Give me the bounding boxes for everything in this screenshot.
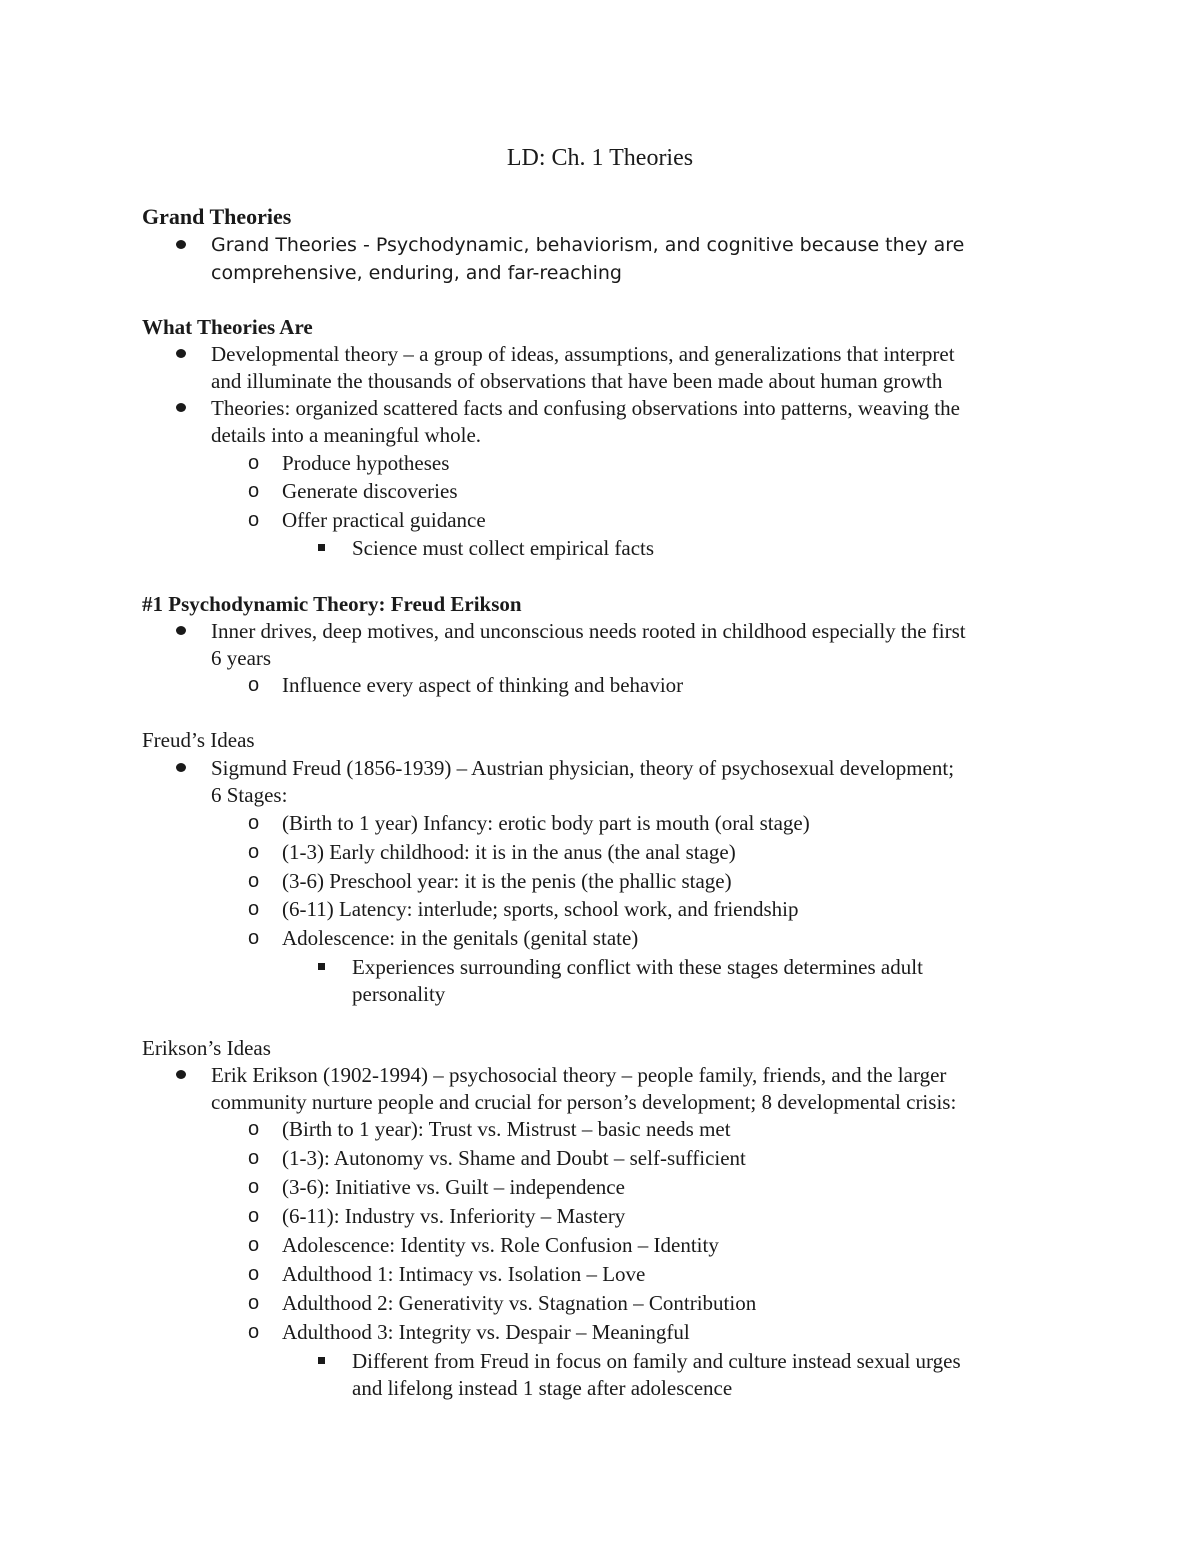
heading-eriksons-ideas: Erikson’s Ideas [142, 1036, 271, 1060]
sub-list-item: Adulthood 1: Intimacy vs. Isolation – Love [282, 1262, 646, 1286]
list-item-continuation: details into a meaningful whole. [211, 423, 482, 447]
list-item: Developmental theory – a group of ideas, assumptions, and generalizations that interpret [211, 342, 955, 366]
list-item-continuation: community nurture people and crucial for person’s development; 8 developmental crisis: [211, 1090, 957, 1114]
circle-bullet-icon: o [248, 870, 260, 892]
circle-bullet-icon: o [248, 1176, 260, 1198]
sub-sub-list-item-continuation: personality [352, 982, 446, 1006]
heading-grand-theories: Grand Theories [142, 204, 292, 229]
square-bullet-icon [318, 1348, 328, 1374]
list-item: Inner drives, deep motives, and unconscious needs rooted in childhood especially the first [211, 619, 966, 643]
document-title: LD: Ch. 1 Theories [506, 145, 694, 171]
circle-bullet-icon: o [248, 812, 260, 834]
circle-bullet-icon: o [248, 1321, 260, 1343]
list-item-continuation: 6 years [211, 646, 272, 670]
circle-bullet-icon: o [248, 1263, 260, 1285]
list-item-continuation: 6 Stages: [211, 783, 288, 807]
list-item: Erik Erikson (1902-1994) – psychosocial theory – people family, friends, and the larger [211, 1063, 947, 1087]
list-item-continuation: and illuminate the thousands of observations that have been made about human growth [211, 369, 943, 393]
circle-bullet-icon: o [248, 1292, 260, 1314]
sub-sub-list-item: Science must collect empirical facts [352, 536, 655, 560]
sub-list-item: Adulthood 3: Integrity vs. Despair – Meaningful [282, 1320, 690, 1344]
bullet-icon [176, 618, 188, 644]
list-item-continuation: comprehensive, enduring, and far-reaching [211, 262, 622, 284]
circle-bullet-icon: o [248, 1118, 260, 1140]
bullet-icon [176, 341, 188, 367]
list-item: Grand Theories - Psychodynamic, behaviorism, and cognitive because they are [211, 234, 965, 256]
circle-bullet-icon: o [248, 1205, 260, 1227]
sub-list-item: Influence every aspect of thinking and behavior [282, 673, 684, 697]
sub-list-item: Offer practical guidance [282, 508, 486, 532]
sub-list-item: (3-6) Preschool year: it is the penis (the phallic stage) [282, 869, 732, 893]
sub-list-item: (3-6): Initiative vs. Guilt – independence [282, 1175, 625, 1199]
circle-bullet-icon: o [248, 841, 260, 863]
sub-list-item: (Birth to 1 year) Infancy: erotic body part is mouth (oral stage) [282, 811, 810, 835]
sub-list-item: Adulthood 2: Generativity vs. Stagnation – Contribution [282, 1291, 757, 1315]
heading-what-theories-are: What Theories Are [142, 315, 313, 339]
list-item: Theories: organized scattered facts and confusing observations into patterns, weaving the [211, 396, 960, 420]
list-item: Sigmund Freud (1856-1939) – Austrian physician, theory of psychosexual development; [211, 756, 955, 780]
bullet-icon [176, 1062, 188, 1088]
circle-bullet-icon: o [248, 480, 260, 502]
circle-bullet-icon: o [248, 674, 260, 696]
square-bullet-icon [318, 535, 328, 561]
heading-psychodynamic-theory: #1 Psychodynamic Theory: Freud Erikson [142, 592, 522, 616]
sub-sub-list-item: Experiences surrounding conflict with these stages determines adult [352, 955, 923, 979]
circle-bullet-icon: o [248, 927, 260, 949]
sub-sub-list-item: Different from Freud in focus on family and culture instead sexual urges [352, 1349, 961, 1373]
heading-freuds-ideas: Freud’s Ideas [142, 728, 255, 752]
sub-list-item: (6-11): Industry vs. Inferiority – Mastery [282, 1204, 626, 1228]
bullet-icon [176, 755, 188, 781]
circle-bullet-icon: o [248, 1234, 260, 1256]
sub-list-item: Generate discoveries [282, 479, 458, 503]
sub-list-item: (1-3) Early childhood: it is in the anus (the anal stage) [282, 840, 736, 864]
circle-bullet-icon: o [248, 898, 260, 920]
circle-bullet-icon: o [248, 1147, 260, 1169]
circle-bullet-icon: o [248, 509, 260, 531]
square-bullet-icon [318, 954, 328, 980]
sub-list-item: Produce hypotheses [282, 451, 450, 475]
sub-list-item: (6-11) Latency: interlude; sports, school work, and friendship [282, 897, 799, 921]
bullet-icon [176, 395, 188, 421]
sub-list-item: (1-3): Autonomy vs. Shame and Doubt – self-sufficient [282, 1146, 746, 1170]
sub-list-item: (Birth to 1 year): Trust vs. Mistrust – basic needs met [282, 1117, 731, 1141]
bullet-icon [176, 232, 188, 258]
sub-sub-list-item-continuation: and lifelong instead 1 stage after adolescence [352, 1376, 733, 1400]
sub-list-item: Adolescence: Identity vs. Role Confusion – Identity [282, 1233, 719, 1257]
sub-list-item: Adolescence: in the genitals (genital state) [282, 926, 639, 950]
circle-bullet-icon: o [248, 452, 260, 474]
